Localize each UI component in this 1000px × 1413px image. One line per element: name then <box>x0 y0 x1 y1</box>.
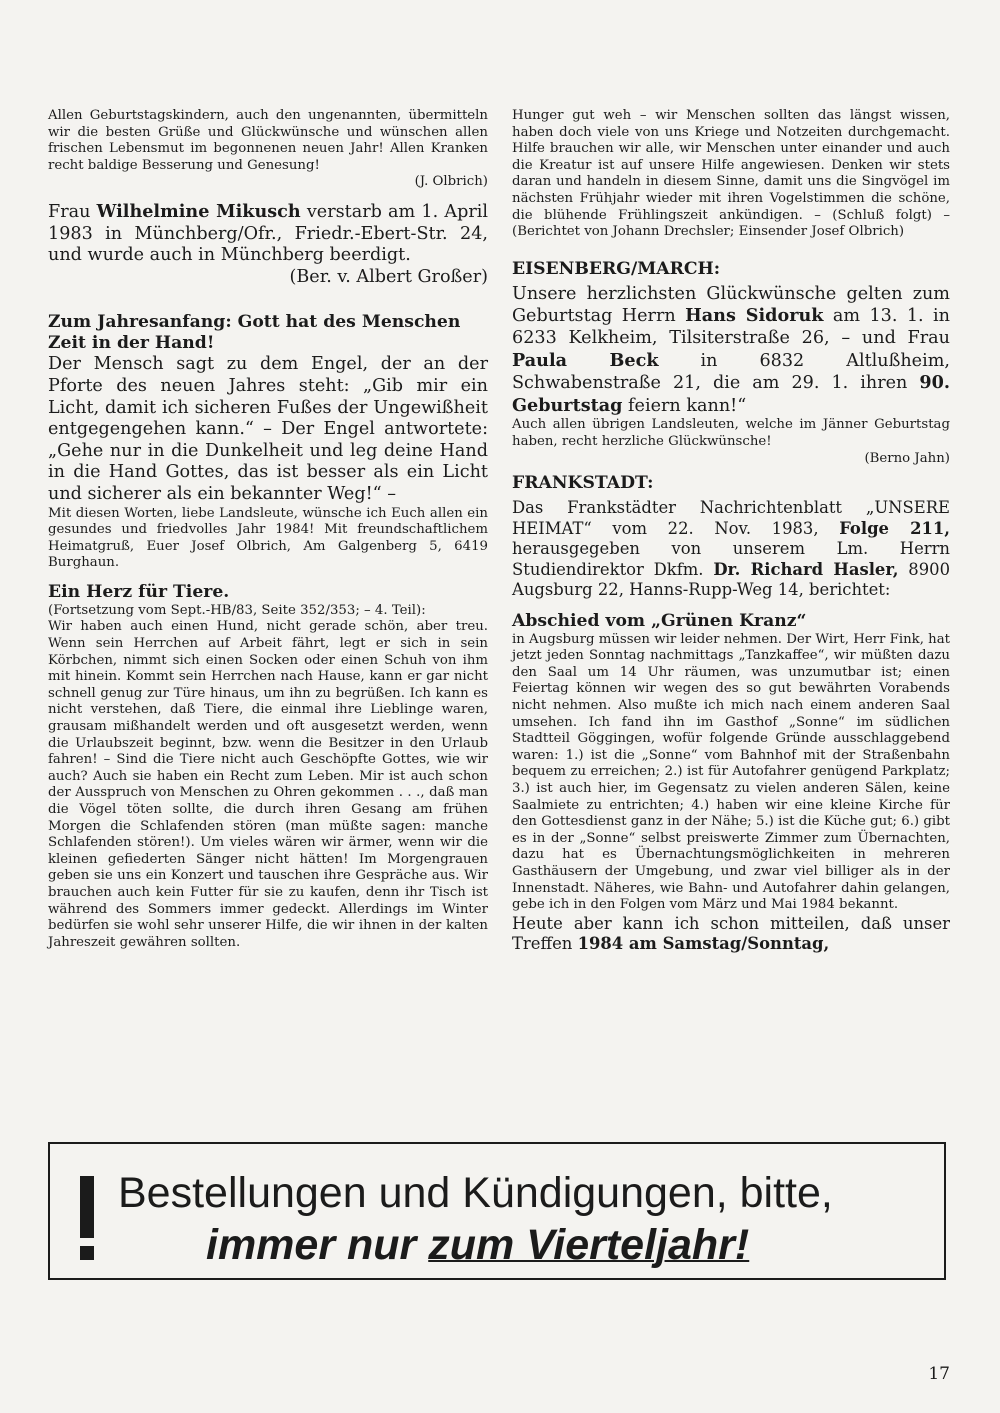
new-year-greeting: Mit diesen Worten, liebe Landsleute, wünsche ich Euch allen ein gesundes und friedvolles Jahr 1984! Mit freundschaftlichem Heimatgruß, Euer Josef Olbrich, Am Galgenberg 5, 6419 Burghaun. <box>48 505 488 571</box>
exclamation-mark-icon <box>80 1176 94 1262</box>
animals-text: Wir haben auch einen Hund, nicht gerade schön, aber treu. Wenn sein Herrchen auf Arbeit fährt, legt er sich in sein Körbchen, nimmt sich einen Socken oder einen Schuh von ihm mit hinein. Kommt sein Herrchen nach Hause, kann er gar nicht schnell genug zur Türe hinaus, um ihn zu begrüßen. Ich kann es nicht verstehen, daß Tiere, die einmal ihre Lieblinge waren, grausam mißhandelt werden und oft ausgesetzt werden, wenn die Urlaubszeit beginnt, bzw. wenn die Besitzer in den Urlaub fahren! – Sind die Tiere nicht auch Geschöpfte Gottes, wie wir auch? Auch sie haben ein Recht zum Leben. Mir ist auch schon der Ausspruch von Menschen zu Ohren gekommen . . ., daß man die Vögel töten sollte, die durch ihren Gesang am frühen Morgen die Schlafenden stören (man müßte sagen: manche Schlafenden stören!). Um vieles wären wir ärmer, wenn wir die kleinen gefiederten Sänger nicht hätten! Im Morgengrauen geben sie uns ein Konzert und tauschen ihre Gespräche aus. Wir brauchen auch kein Futter für sie zu kaufen, denn ihr Tisch ist während des Sommers immer gedeckt. Allerdings im Winter bedürfen sie wohl sehr unserer Hilfe, die wir ihnen in der kalten Jahreszeit gewähren sollten. <box>48 619 488 950</box>
frankstadt-heading: FRANKSTADT: <box>512 473 654 494</box>
obituary-signature: (Ber. v. Albert Großer) <box>289 266 488 287</box>
animals-text-continued: Hunger gut weh – wir Menschen sollten das längst wissen, haben doch viele von uns Kriege und Notzeiten durchgemacht. Hilfe brauchen wir alle, wir Menschen unter einander und auch die Kreatur ist auf unsere Hilfe angewiesen. Denken wir stets daran und handeln in diesem Sinne, damit uns die Singvögel im nächsten Frühjahr wieder mit ihren Vogelstimmen die schöne, die blühende Frühlingszeit ankündigen. – (Schluß folgt) – (Berichtet von Johann Drechsler; Einsender Josef Olbrich) <box>512 108 950 240</box>
frankstadt-text: Das Frankstädter Nachrichtenblatt „UNSERE HEIMAT“ vom 22. Nov. 1983, Folge 211, herausgegeben von unserem Lm. Herrn Studiendirektor Dkfm. Dr. Richard Hasler, 8900 Augsburg 22, Hanns-Rupp-Weg 14, berichtet: <box>512 498 951 600</box>
eisenberg-signature: (Berno Jahn) <box>864 450 950 466</box>
eisenberg-note: Auch allen übrigen Landsleuten, welche im Jänner Geburtstag haben, recht herzliche Glückwünsche! (Berno Jahn) <box>512 417 950 466</box>
obituary-name: Wilhelmine Mikusch <box>96 200 301 222</box>
birthday-note-signature: (J. Olbrich) <box>414 174 488 190</box>
new-year-heading: Zum Jahresanfang: Gott hat des Menschen Zeit in der Hand! <box>48 312 461 354</box>
meeting-text: Heute aber kann ich schon mitteilen, daß unser Treffen 1984 am Samstag/Sonntag, <box>512 913 950 954</box>
farewell-heading: Abschied vom „Grünen Kranz“ <box>512 610 807 631</box>
obituary: Frau Wilhelmine Mikusch verstarb am 1. April 1983 in Münchberg/Ofr., Friedr.-Ebert-Str. 24, und wurde auch in Münchberg beerdigt. (Ber. v. Albert Großer) <box>48 200 489 287</box>
banner-line-2: immer nur zum Vierteljahr! <box>206 1221 750 1269</box>
banner-line-1: Bestellungen und Kündigungen, bitte, <box>118 1169 833 1217</box>
birthday-note: Allen Geburtstagskindern, auch den ungenannten, übermitteln wir die besten Grüße und Glückwünsche und wünschen allen frischen Lebensmut im begonnenen neuen Jahr! Allen Kranken recht baldige Besserung und Genesung! (J. Olbrich) <box>48 108 488 190</box>
eisenberg-text: Unsere herzlichsten Glückwünsche gelten zum Geburtstag Herrn Hans Sidoruk am 13. 1. in 6233 Kelkheim, Tilsiterstraße 26, – und Frau Paula Beck in 6832 Altlußheim, Schwabenstraße 21, die am 29. 1. ihren 90. Geburtstag feiern kann!“ <box>512 283 950 416</box>
animals-heading: Ein Herz für Tiere. <box>48 581 230 602</box>
farewell-text: in Augsburg müssen wir leider nehmen. Der Wirt, Herr Fink, hat jetzt jeden Sonntag nachmittags „Tanzkaffee“, wir müßten dazu den Saal um 14 Uhr räumen, was unzumutbar ist; einen Feiertag können wir wegen des so gut bewährten Vorabends nicht nehmen. Also mußte ich mich nach einem anderen Saal umsehen. Ich fand ihn im Gasthof „Sonne“ im südlichen Stadtteil Göggingen, wofür folgende Gründe ausschlaggebend waren: 1.) ist die „Sonne“ vom Bahnhof mit der Straßenbahn bequem zu erreichen; 2.) ist für Autofahrer genügend Parkplatz; 3.) ist auch hier, im Gegensatz zu vielen anderen Sälen, keine Saalmiete zu entrichten; 4.) haben wir eine kleine Kirche für den Gottesdienst ganz in der Nähe; 5.) ist die Küche gut; 6.) gibt es in der „Sonne“ selbst preiswerte Zimmer zum Übernachten, dazu hat es Übernachtungsmöglichkeiten in mehreren Gasthäusern der Umgebung, und zwar viel billiger als in der Innenstadt. Näheres, wie Bahn- und Autofahrer dahin gelangen, gebe ich in den Folgen vom März und Mai 1984 bekannt. <box>512 631 950 913</box>
subscription-banner <box>48 1142 946 1280</box>
right-column <box>512 108 950 955</box>
new-year-text: Der Mensch sagt zu dem Engel, der an der Pforte des neuen Jahres steht: „Gib mir ein Licht, damit ich sicheren Fußes der Ungewißheit entgegengehen kann.“ – Der Engel antwortete: „Gehe nur in die Dunkelheit und leg deine Hand in die Hand Gottes, das ist besser als ein Licht und sicherer als ein bekannter Weg!“ – <box>48 354 488 504</box>
animals-continuation: (Fortsetzung vom Sept.-HB/83, Seite 352/353; – 4. Teil): <box>48 602 426 618</box>
left-column <box>48 108 488 951</box>
eisenberg-heading: EISENBERG/MARCH: <box>512 258 721 279</box>
page-number: 17 <box>928 1364 950 1384</box>
